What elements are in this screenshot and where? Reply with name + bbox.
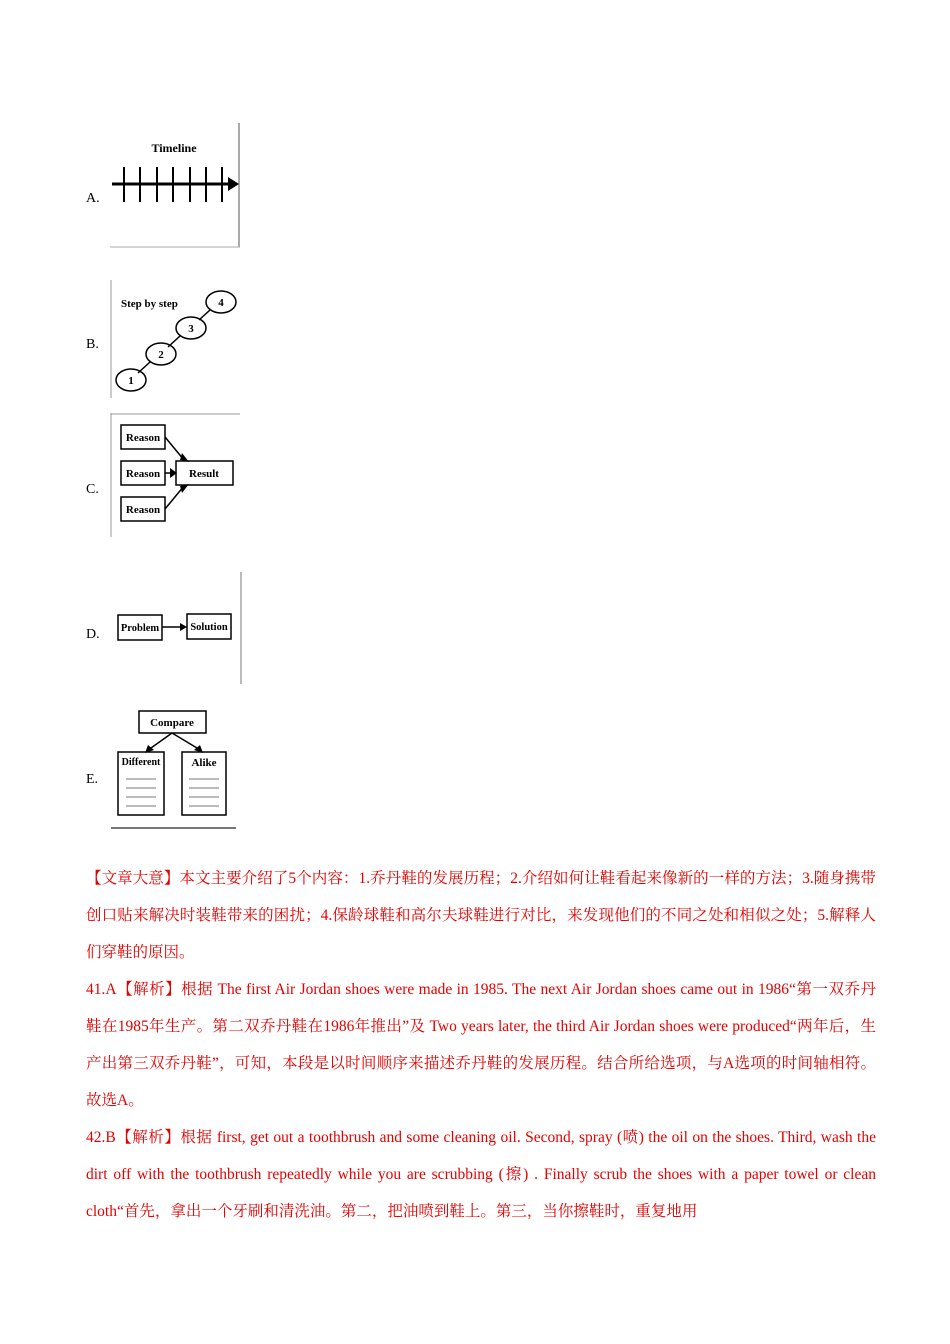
alike-box: Alike [191,757,217,769]
answer-analysis [86,860,876,1230]
reason-box-2: Reason [125,468,161,480]
step-4: 4 [218,297,224,309]
option-b-label: B. [86,337,99,352]
question-41-explanation: 41.A【解析】根据 The first Air Jordan shoes were made in 1985. The next Air Jordan shoes came out in 1986“第一双乔丹鞋在1985年生产。第二双乔丹鞋在1986年推出”及 Two years later, the third Air Jordan shoes were produced“两年后，生产出第三双乔丹鞋”，可知，本段是以时间顺序来描述乔丹鞋的发展历程。结合所给选项，与A选项的时间轴相符。故选A。 [86,981,876,1109]
solution-box: Solution [190,622,228,633]
option-a-label: A. [86,191,100,206]
timeline-title: Timeline [151,141,197,155]
passage-summary: 【文章大意】本文主要介绍了5个内容：1.乔丹鞋的发展历程；2.介绍如何让鞋看起来像新的一样的方法；3.随身携带创口贴来解决时装鞋带来的困扰；4.保龄球鞋和高尔夫球鞋进行对比，来发现他们的不同之处和相似之处；5.解释人们穿鞋的原因。 [86,870,876,961]
problem-box: Problem [120,623,160,634]
step-1: 1 [128,375,134,387]
option-d-label: D. [86,627,100,642]
compare-diagram [110,708,242,832]
different-box: Different [121,757,161,768]
problem-solution-diagram [110,572,244,686]
step-by-step-diagram [110,280,242,400]
step-3: 3 [188,323,194,335]
step-2: 2 [158,349,164,361]
reason-box-1: Reason [125,432,161,444]
option-c-label: C. [86,482,99,497]
step-by-step-title: Step by step [121,298,178,310]
cause-effect-diagram [110,413,242,539]
question-42-explanation: 42.B【解析】根据 first, get out a toothbrush and some cleaning oil. Second, spray (喷) the oil on the shoes. Third, wash the dirt off with the toothbrush repeatedly while you are scrubbing (擦) . Finally scrub the shoes with a paper towel or clean cloth“首先，拿出一个牙刷和清洗油。第二，把油喷到鞋上。第三，当你擦鞋时，重复地用 [86,1129,876,1220]
compare-box: Compare [150,717,194,729]
result-box: Result [189,468,219,480]
option-e-label: E. [86,772,99,787]
timeline-diagram [110,123,242,248]
reason-box-3: Reason [125,504,161,516]
